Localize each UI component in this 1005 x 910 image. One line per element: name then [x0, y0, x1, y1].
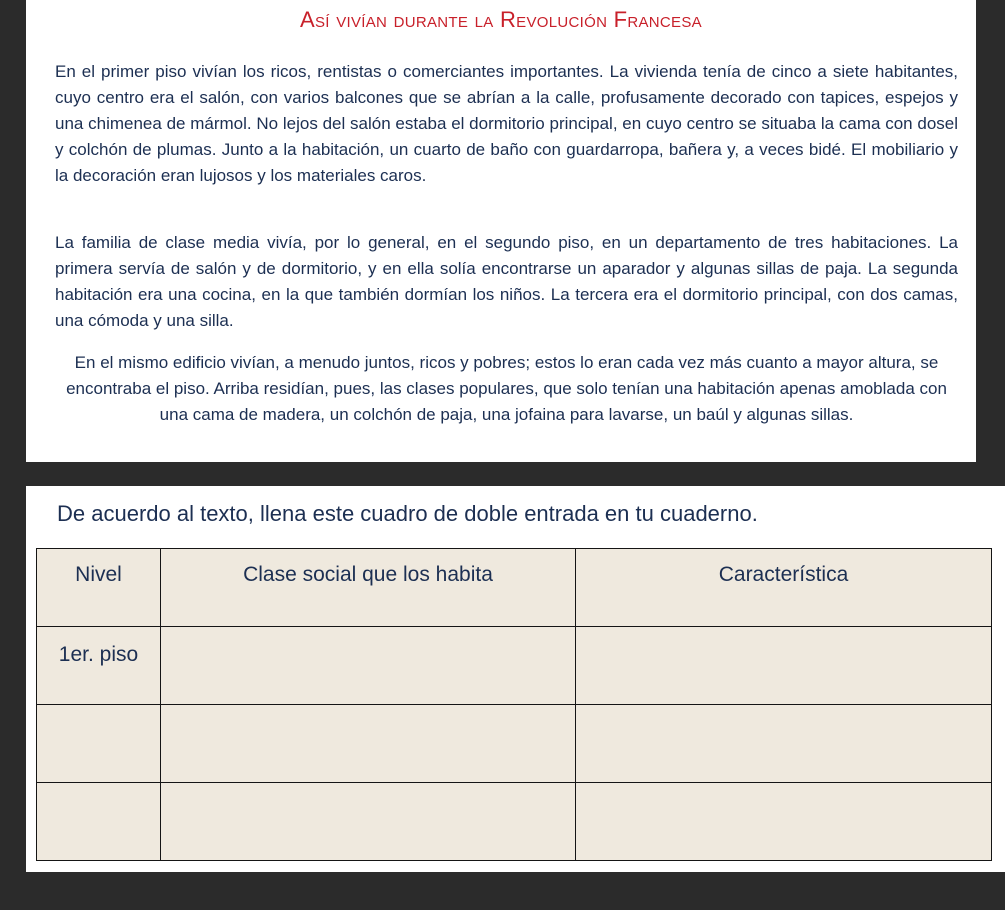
table-cell [576, 783, 992, 861]
header-clase-social: Clase social que los habita [161, 549, 576, 627]
double-entry-table [36, 548, 992, 861]
table-cell [576, 705, 992, 783]
table-cell: 1er. piso [37, 627, 161, 705]
table-row [37, 705, 992, 783]
paragraph-second-floor: La familia de clase media vivía, por lo general, en el segundo piso, en un departamento de tres habitaciones. La primera servía de salón y de dormitorio, y en ella solía encontrarse un aparador y algunas sillas de paja. La segunda habitación era una cocina, en la que también dormían los niños. La tercera era el dormitorio principal, con dos camas, una cómoda y una silla. [55, 233, 958, 330]
reading-title: Así vivían durante la Revolución Francesa [300, 7, 702, 32]
paragraph-first-floor: En el primer piso vivían los ricos, rentistas o comerciantes importantes. La vivienda tenía de cinco a siete habitantes, cuyo centro era el salón, con varios balcones que se abrían a la calle, profusamente decorado con tapices, espejos y una chimenea de mármol. No lejos del salón estaba el dormitorio principal, en cuyo centro se situaba la cama con dosel y colchón de plumas. Junto a la habitación, un cuarto de baño con guardarropa, bañera y, a veces bidé. El mobiliario y la decoración eran lujosos y los materiales caros. [55, 62, 958, 185]
reading-passage [26, 0, 976, 462]
table-cell [161, 705, 576, 783]
paragraph-upper-floors: En el mismo edificio vivían, a menudo juntos, ricos y pobres; estos lo eran cada vez más cuanto a mayor altura, se encontraba el piso. Arriba residían, pues, las clases populares, que solo tenían una habitación apenas amoblada con una cama de madera, un colchón de paja, una jofaina para lavarse, un baúl y algunas sillas. [66, 353, 947, 424]
table-header-row [37, 549, 992, 627]
table-cell [161, 627, 576, 705]
activity-section [26, 486, 1005, 872]
table-cell [161, 783, 576, 861]
table-row [37, 783, 992, 861]
header-nivel: Nivel [37, 549, 161, 627]
table-cell [37, 783, 161, 861]
table-cell [576, 627, 992, 705]
table-row [37, 627, 992, 705]
activity-instruction: De acuerdo al texto, llena este cuadro de doble entrada en tu cuaderno. [57, 501, 758, 526]
table-cell [37, 705, 161, 783]
header-caracteristica: Característica [576, 549, 992, 627]
